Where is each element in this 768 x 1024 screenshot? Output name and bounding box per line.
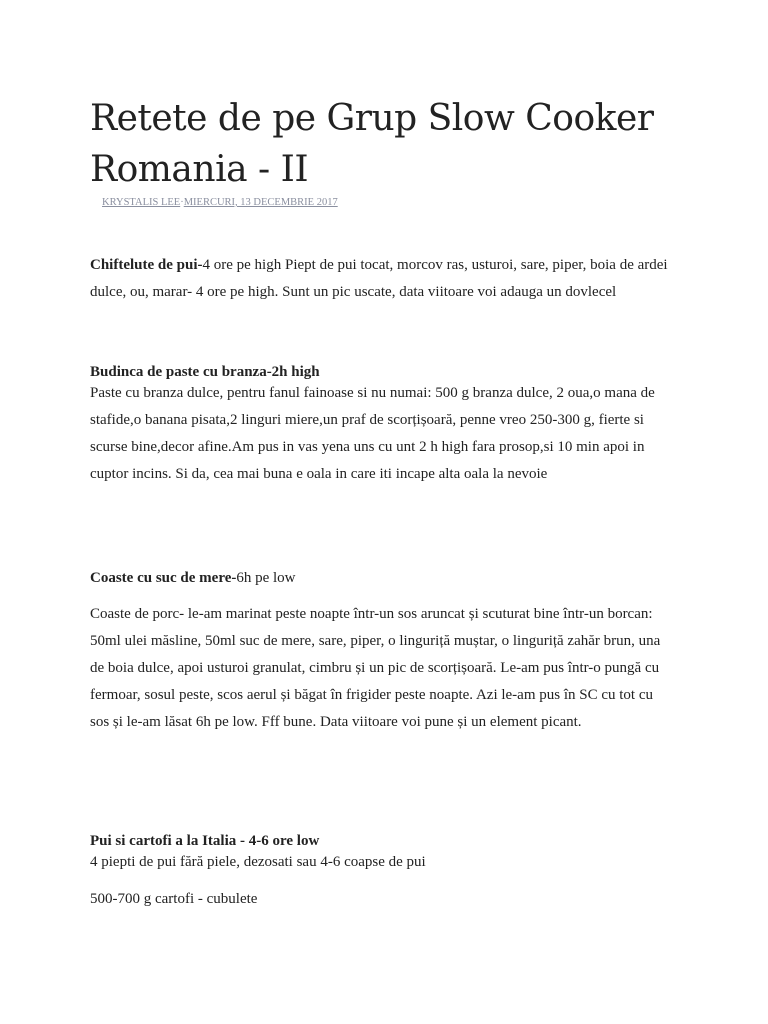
recipe-text: Coaste de porc- le-am marinat peste noapte într-un sos aruncat și scuturat bine într-un borcan: 50ml ulei măsline, 50ml suc de mere, sare, piper, o linguriță muștar, o linguriță zahăr brun, una de boia dulce, apoi usturoi granulat, cimbru și un pic de scorțișoară. Le-am pus într-o pungă cu fermoar, sosul peste, scos aerul și băgat în frigider peste noapte. Azi le-am pus în SC cu tot cu sos și le-am lăsat 6h pe low. Fff bune. Data viitoare voi pune și un element picant. [90,606,661,730]
recipe-heading: Coaste cu suc de mere- [90,570,237,586]
author-link[interactable]: KRYSTALIS LEE [102,197,181,208]
recipe-heading: Pui si cartofi a la Italia - 4-6 ore low [90,833,320,849]
recipe-coaste-heading [90,565,670,592]
recipe-heading-suffix: 6h pe low [236,570,296,586]
recipe-text: 4 ore pe high Piept de pui tocat, morcov ras, usturoi, sare, piper, boia de ardei dulce, ou, marar- 4 ore pe high. Sunt un pic uscate, data viitoare voi adauga un dovlecel [90,257,668,300]
recipe-line: 4 piepti de pui fără piele, dezosati sau 4-6 coapse de pui [90,854,426,870]
article-title: Retete de pe Grup Slow Cooker Romania - II [90,98,654,190]
recipe-text: Paste cu branza dulce, pentru fanul fainoase si nu numai: 500 g branza dulce, 2 oua,o mana de stafide,o banana pisata,2 linguri miere,un praf de scorțișoară, penne vreo 250-300 g, fierte si scurse bine,decor afine.Am pus in vas yena uns cu unt 2 h high fara prosop,si 10 min apoi in cuptor incins. Si da, cea mai buna e oala in care iti incape alta oala la nevoie [90,385,655,482]
date-link[interactable]: MIERCURI, 13 DECEMBRIE 2017 [183,197,338,208]
meta-separator: · [180,197,184,208]
recipe-chiftelute [90,252,670,306]
recipe-heading: Chiftelute de pui- [90,257,203,273]
recipe-line: 500-700 g cartofi - cubulete [90,891,258,907]
article-meta [102,197,338,208]
recipe-heading: Budinca de paste cu branza-2h high [90,364,320,380]
